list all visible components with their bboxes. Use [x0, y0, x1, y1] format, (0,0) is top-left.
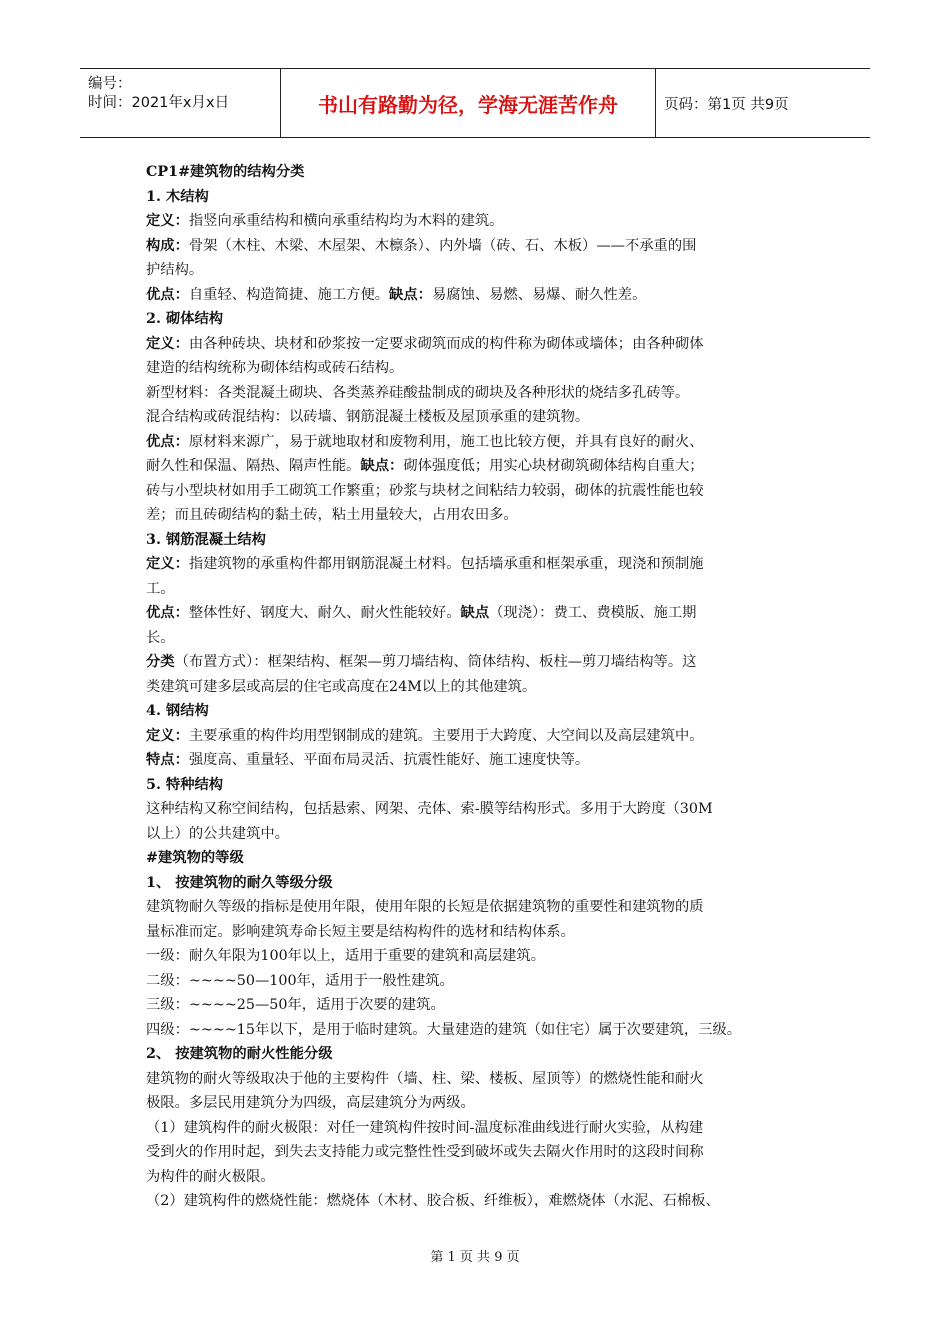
paragraph: 混合结构或砖混结构：以砖墙、钢筋混凝土楼板及屋顶承重的建筑物。: [146, 409, 590, 425]
paragraph: 构成：骨架（木柱、木梁、木屋架、木檩条）、内外墙（砖、石、木板）——不承重的围: [146, 237, 697, 254]
paragraph: （2）建筑构件的燃烧性能：燃烧体（木材、胶合板、纤维板），难燃烧体（水泥、石棉板、: [146, 1193, 720, 1209]
doc-title: CP1#建筑物的结构分类: [146, 164, 305, 180]
paragraph: 定义：由各种砖块、块材和砂浆按一定要求砌筑而成的构件称为砌体或墙体；由各种砌体: [146, 335, 704, 352]
subsection-heading: 2、 按建筑物的耐火性能分级: [146, 1046, 333, 1062]
section-heading: 2. 砌体结构: [146, 311, 224, 327]
paragraph: 定义：主要承重的构件均用型钢制成的建筑。主要用于大跨度、大空间以及高层建筑中。: [146, 727, 704, 744]
term-label: 特点：: [146, 752, 189, 768]
paragraph: 差；而且砖砌结构的黏土砖，粘土用量较大，占用农田多。: [146, 507, 518, 523]
paragraph: 耐久性和保温、隔热、隔声性能。缺点：砌体强度低；用实心块材砌筑砌体结构自重大；: [146, 458, 704, 474]
term-label: 定义：: [146, 556, 189, 572]
paragraph: （1）建筑构件的耐火极限：对任一建筑构件按时间-温度标准曲线进行耐火实验，从构建: [146, 1119, 704, 1136]
paragraph: 为构件的耐火极限。: [146, 1168, 275, 1185]
subsection-heading: 1、 按建筑物的耐久等级分级: [146, 874, 333, 891]
section-heading: 3. 钢筋混凝土结构: [146, 531, 266, 548]
paragraph: 定义：指建筑物的承重构件都用钢筋混凝土材料。包括墙承重和框架承重，现浇和预制施: [146, 556, 704, 572]
paragraph: 这种结构又称空间结构，包括悬索、网架、壳体、索-膜等结构形式。多用于大跨度（30M: [146, 801, 713, 817]
paragraph: 护结构。: [146, 262, 204, 278]
paragraph: 受到火的作用时起，到失去支持能力或完整性性受到破坏或失去隔火作用时的这段时间称: [146, 1144, 704, 1160]
paragraph: 定义：指竖向承重结构和横向承重结构均为木料的建筑。: [146, 213, 504, 229]
paragraph: 优点：自重轻、构造简捷、施工方便。缺点：易腐蚀、易燃、易爆、耐久性差。: [146, 286, 647, 303]
term-label: 构成：: [146, 237, 189, 254]
term-label: 缺点：: [389, 286, 432, 303]
section-heading: 1. 木结构: [146, 188, 209, 205]
paragraph: 以上）的公共建筑中。: [146, 825, 289, 842]
page-footer: 第 1 页 共 9 页: [430, 1250, 520, 1265]
code-label: 编号：: [88, 76, 132, 92]
section-heading: #建筑物的等级: [146, 850, 244, 866]
term-label: 分类: [146, 654, 175, 670]
term-label: 优点：: [146, 286, 189, 303]
paragraph: 一级：耐久年限为100年以上，适用于重要的建筑和高层建筑。: [146, 948, 546, 964]
paragraph: 优点：整体性好、钢度大、耐久、耐火性能较好。缺点（现浇）：费工、费模版、施工期: [146, 605, 697, 621]
paragraph: 优点：原材料来源广，易于就地取材和废物利用，施工也比较方便，并具有良好的耐火、: [146, 433, 704, 450]
paragraph: 分类（布置方式）：框架结构、框架—剪刀墙结构、筒体结构、板柱—剪刀墙结构等。这: [146, 654, 697, 670]
paragraph: 工。: [146, 580, 175, 597]
term-label: 定义：: [146, 335, 189, 352]
paragraph: 新型材料：各类混凝土砌块、各类蒸养硅酸盐制成的砌块及各种形状的烧结多孔砖等。: [146, 384, 690, 401]
document-body: [146, 160, 816, 1214]
paragraph: 长。: [146, 629, 175, 646]
paragraph: 建筑物耐久等级的指标是使用年限，使用年限的长短是依据建筑物的重要性和建筑物的质: [146, 899, 704, 915]
paragraph: 砖与小型块材如用手工砌筑工作繁重；砂浆与块材之间粘结力较弱，砌体的抗震性能也较: [146, 482, 704, 499]
paragraph: 二级：~~~~50—100年，适用于一般性建筑。: [146, 972, 454, 989]
paragraph: 极限。多层民用建筑分为四级，高层建筑分为两级。: [146, 1095, 475, 1111]
date-label: 时间：2021年x月x日: [88, 95, 230, 111]
paragraph: 类建筑可建多层或高层的住宅或高度在24M以上的其他建筑。: [146, 678, 537, 695]
page-header: [80, 68, 870, 138]
term-label: 缺点：: [360, 458, 404, 474]
term-label: 优点：: [146, 433, 189, 450]
section-heading: 5. 特种结构: [146, 776, 224, 793]
paragraph: 四级：~~~~15年以下，是用于临时建筑。大量建造的建筑（如住宅）属于次要建筑，三级。: [146, 1021, 742, 1038]
header-page-info: 页码：第1页 共9页: [664, 96, 789, 113]
term-label: 优点：: [146, 605, 189, 621]
term-label: 定义：: [146, 727, 189, 744]
term-label: 定义：: [146, 213, 189, 229]
section-heading: 4. 钢结构: [146, 703, 209, 719]
header-meta: [80, 69, 280, 137]
paragraph: 建造的结构统称为砌体结构或砖石结构。: [146, 360, 404, 376]
paragraph: 建筑物的耐火等级取决于他的主要构件（墙、柱、梁、楼板、屋顶等）的燃烧性能和耐火: [146, 1070, 704, 1087]
paragraph: 量标准而定。影响建筑寿命长短主要是结构构件的选材和结构体系。: [146, 923, 575, 940]
paragraph: 特点：强度高、重量轻、平面布局灵活、抗震性能好、施工速度快等。: [146, 752, 590, 768]
term-label: 缺点: [460, 605, 490, 621]
paragraph: 三级：~~~~25—50年，适用于次要的建筑。: [146, 997, 445, 1013]
header-motto: 书山有路勤为径，学海无涯苦作舟: [280, 69, 656, 137]
